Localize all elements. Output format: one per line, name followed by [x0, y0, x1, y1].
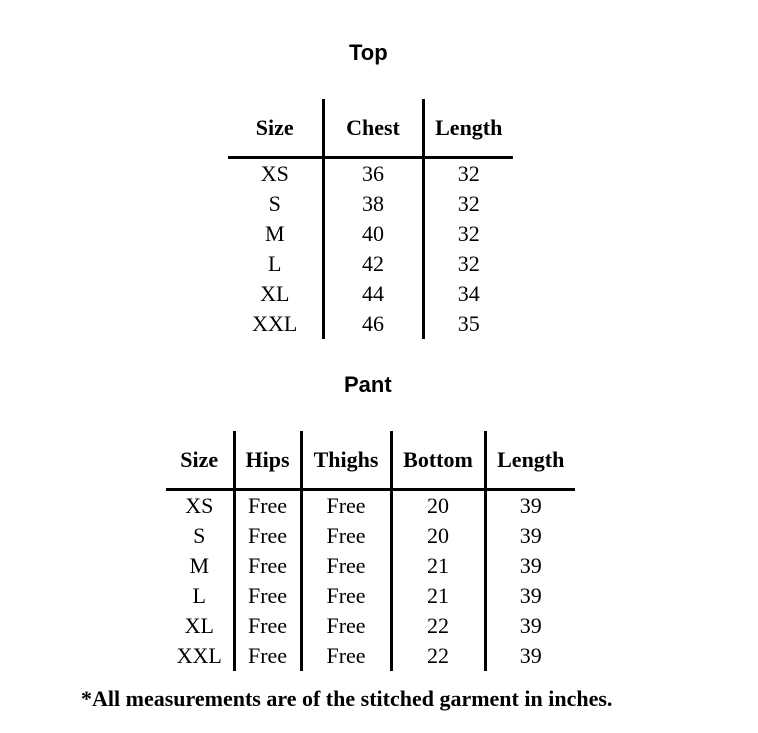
bottom-cell: 21 — [391, 551, 485, 581]
length-cell: 35 — [423, 309, 513, 339]
size-cell: S — [193, 523, 206, 548]
size-cell: M — [189, 553, 210, 578]
chest-cell: 38 — [323, 189, 423, 219]
thighs-cell: Free — [301, 551, 391, 581]
hips-cell: Free — [234, 641, 301, 671]
table-row — [228, 158, 513, 190]
pant-section-title: Pant — [344, 372, 392, 397]
hips-cell: Free — [234, 490, 301, 522]
length-cell: 39 — [485, 551, 575, 581]
column-header-thighs: Thighs — [301, 431, 391, 490]
chest-cell: 40 — [323, 219, 423, 249]
length-cell: 32 — [423, 158, 513, 190]
length-cell: 39 — [485, 641, 575, 671]
chest-cell: 42 — [323, 249, 423, 279]
size-cell: S — [268, 191, 281, 216]
chest-cell: 36 — [323, 158, 423, 190]
table-row — [166, 490, 575, 522]
hips-cell: Free — [234, 551, 301, 581]
column-header-bottom: Bottom — [391, 431, 485, 490]
hips-cell: Free — [234, 611, 301, 641]
table-row — [166, 641, 575, 671]
column-header-length: Length — [485, 431, 575, 490]
size-cell: XXL — [252, 311, 298, 336]
top-section-title: Top — [349, 40, 388, 65]
length-cell: 32 — [423, 189, 513, 219]
table-row — [228, 189, 513, 219]
size-cell: M — [264, 221, 285, 246]
thighs-cell: Free — [301, 521, 391, 551]
table-row — [166, 551, 575, 581]
chest-cell: 44 — [323, 279, 423, 309]
size-cell: XS — [185, 493, 214, 518]
size-cell: XL — [260, 281, 290, 306]
length-cell: 34 — [423, 279, 513, 309]
length-cell: 39 — [485, 490, 575, 522]
bottom-cell: 20 — [391, 490, 485, 522]
column-header-hips: Hips — [234, 431, 301, 490]
length-cell: 39 — [485, 521, 575, 551]
size-cell: XS — [260, 161, 289, 186]
pant-size-table — [166, 431, 575, 671]
bottom-cell: 20 — [391, 521, 485, 551]
table-header-row — [228, 99, 513, 158]
size-cell: XL — [184, 613, 214, 638]
thighs-cell: Free — [301, 611, 391, 641]
thighs-cell: Free — [301, 490, 391, 522]
bottom-cell: 21 — [391, 581, 485, 611]
bottom-cell: 22 — [391, 611, 485, 641]
chest-cell: 46 — [323, 309, 423, 339]
column-header-length: Length — [423, 99, 513, 158]
table-row — [166, 611, 575, 641]
table-row — [228, 309, 513, 339]
thighs-cell: Free — [301, 641, 391, 671]
column-header-chest: Chest — [323, 99, 423, 158]
table-row — [228, 249, 513, 279]
table-row — [166, 581, 575, 611]
length-cell: 39 — [485, 611, 575, 641]
thighs-cell: Free — [301, 581, 391, 611]
column-header-size: Size — [166, 431, 234, 490]
table-header-row — [166, 431, 575, 490]
size-cell: XXL — [176, 643, 222, 668]
measurement-footnote: *All measurements are of the stitched garment in inches. — [81, 686, 613, 711]
hips-cell: Free — [234, 581, 301, 611]
length-cell: 32 — [423, 219, 513, 249]
size-cell: L — [192, 583, 206, 608]
length-cell: 32 — [423, 249, 513, 279]
top-size-table — [228, 99, 513, 339]
length-cell: 39 — [485, 581, 575, 611]
column-header-size: Size — [228, 99, 323, 158]
size-cell: L — [268, 251, 282, 276]
table-row — [228, 279, 513, 309]
hips-cell: Free — [234, 521, 301, 551]
table-row — [166, 521, 575, 551]
table-row — [228, 219, 513, 249]
bottom-cell: 22 — [391, 641, 485, 671]
